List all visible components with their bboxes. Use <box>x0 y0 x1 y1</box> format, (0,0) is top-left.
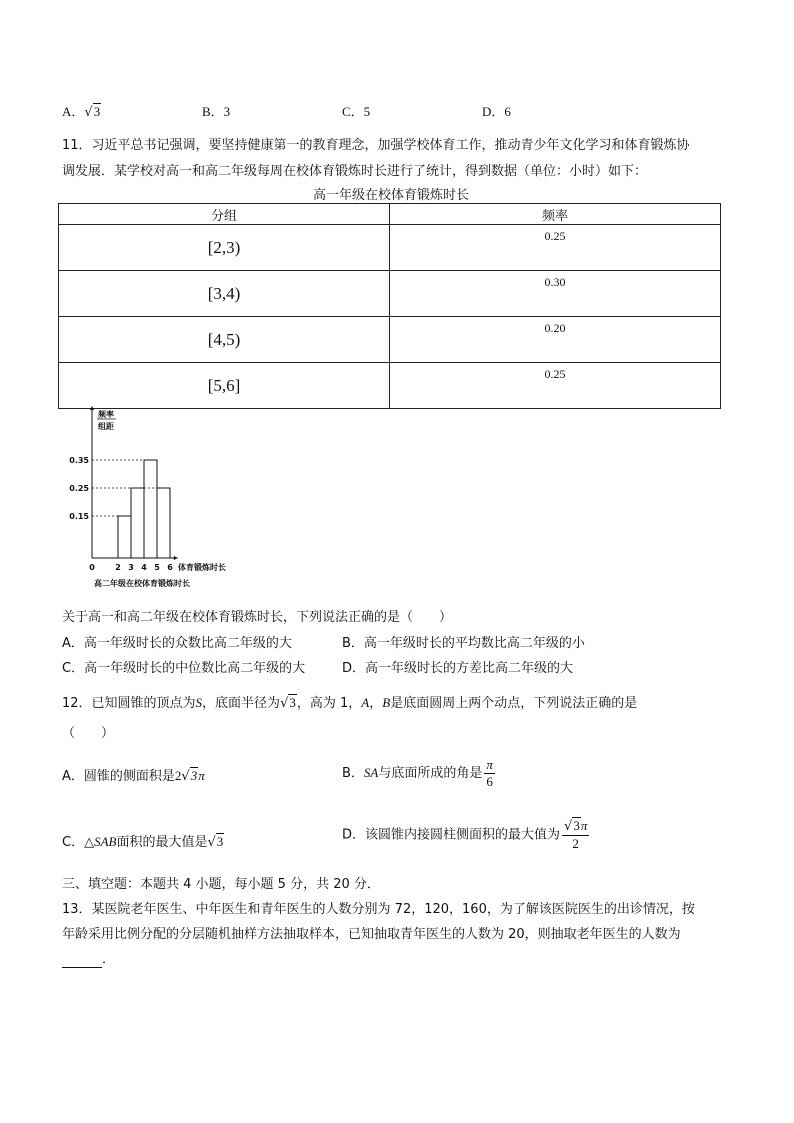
y-axis-label-top: 频率 <box>98 410 114 419</box>
table-cell-freq: 0.20 <box>390 317 721 363</box>
q10-option-a: A．√3 <box>62 104 101 120</box>
histogram-chart <box>60 402 260 598</box>
q12-option-b: B．SA与底面所成的角是 $\frac{\pi}{6}$ <box>342 757 493 789</box>
histogram-bar <box>157 488 170 558</box>
table-header-freq: 频率 <box>390 204 721 225</box>
y-tick-label: 0.25 <box>69 484 89 493</box>
frequency-table <box>58 203 721 409</box>
chart-title: 高二年级在校体育锻炼时长 <box>94 579 190 588</box>
q11-option-a: A．高一年级时长的众数比高二年级的大 <box>62 636 292 651</box>
y-axis-label-bottom: 组距 <box>98 422 114 431</box>
table-row <box>59 317 721 363</box>
q13-stem-line1: 13．某医院老年医生、中年医生和青年医生的人数分别为 72，120，160，为了解该医院医生的出诊情况，按 <box>62 902 695 917</box>
y-tick-label: 0.15 <box>69 512 89 521</box>
table-title: 高一年级在校体育锻炼时长 <box>313 188 470 203</box>
histogram-bar <box>118 516 131 558</box>
section-heading-fill-blank: 三、填空题：本题共 4 小题，每小题 5 分，共 20 分． <box>62 877 380 892</box>
q13-answer-line: ． <box>62 948 115 968</box>
y-tick-label: 0.35 <box>69 456 89 465</box>
q11-stem-line1: 11．习近平总书记强调，要坚持健康第一的教育理念，加强学校体育工作，推动青少年文化学习和体育锻炼协 <box>62 138 690 153</box>
q12-option-d: D．该圆锥内接圆柱侧面积的最大值为 $\frac{√3\pi}{2}$ <box>342 818 588 851</box>
table-header-group: 分组 <box>59 204 390 225</box>
q11-question: 关于高一和高二年级在校体育锻炼时长，下列说法正确的是（ ） <box>62 610 453 625</box>
x-tick-label-origin: 0 <box>89 563 95 572</box>
answer-blank[interactable] <box>62 952 102 968</box>
table-row <box>59 225 721 271</box>
x-tick-label: 3 <box>128 563 134 572</box>
x-tick-label: 5 <box>154 563 160 572</box>
q12-option-c: C．△SAB面积的最大值是√3 <box>62 834 224 850</box>
table-cell-group: [2,3) <box>59 225 390 271</box>
histogram-bar <box>131 488 144 558</box>
q11-stem-line2: 调发展．某学校对高一和高二年级每周在校体育锻炼时长进行了统计，得到数据（单位：小时）如下： <box>62 164 648 179</box>
q12-option-a: A．圆锥的侧面积是2√3π <box>62 768 205 784</box>
table-cell-freq: 0.25 <box>390 225 721 271</box>
x-axis-arrow <box>174 556 178 560</box>
q10-option-b: B．3 <box>202 104 231 119</box>
table-cell-freq: 0.30 <box>390 271 721 317</box>
x-tick-label: 2 <box>115 563 121 572</box>
table-cell-group: [5,6] <box>59 363 390 409</box>
q11-option-d: D．高一年级时长的方差比高二年级的大 <box>342 661 574 676</box>
histogram-bar <box>144 460 157 558</box>
table-cell-freq: 0.25 <box>390 363 721 409</box>
table-header-row <box>59 204 721 225</box>
q12-answer-paren: （ ） <box>62 726 115 741</box>
q10-option-d: D．6 <box>482 104 511 119</box>
q10-option-c: C．5 <box>342 104 371 119</box>
q11-option-c: C．高一年级时长的中位数比高二年级的大 <box>62 661 306 676</box>
q12-stem-line1: 12．已知圆锥的顶点为S，底面半径为√3，高为 1，A，B是底面圆周上两个动点，下列说法正确的是 <box>62 695 638 711</box>
table-row <box>59 271 721 317</box>
x-tick-label: 4 <box>141 563 147 572</box>
x-axis-label: 体育锻炼时长 <box>178 563 226 572</box>
x-tick-label: 6 <box>167 563 173 572</box>
q11-option-b: B．高一年级时长的平均数比高二年级的小 <box>342 636 585 651</box>
table-cell-group: [3,4) <box>59 271 390 317</box>
table-cell-group: [4,5) <box>59 317 390 363</box>
y-axis-arrow <box>90 406 94 410</box>
q13-stem-line2: 年龄采用比例分配的分层随机抽样方法抽取样本，已知抽取青年医生的人数为 20，则抽取老年医生的人数为 <box>62 927 681 942</box>
